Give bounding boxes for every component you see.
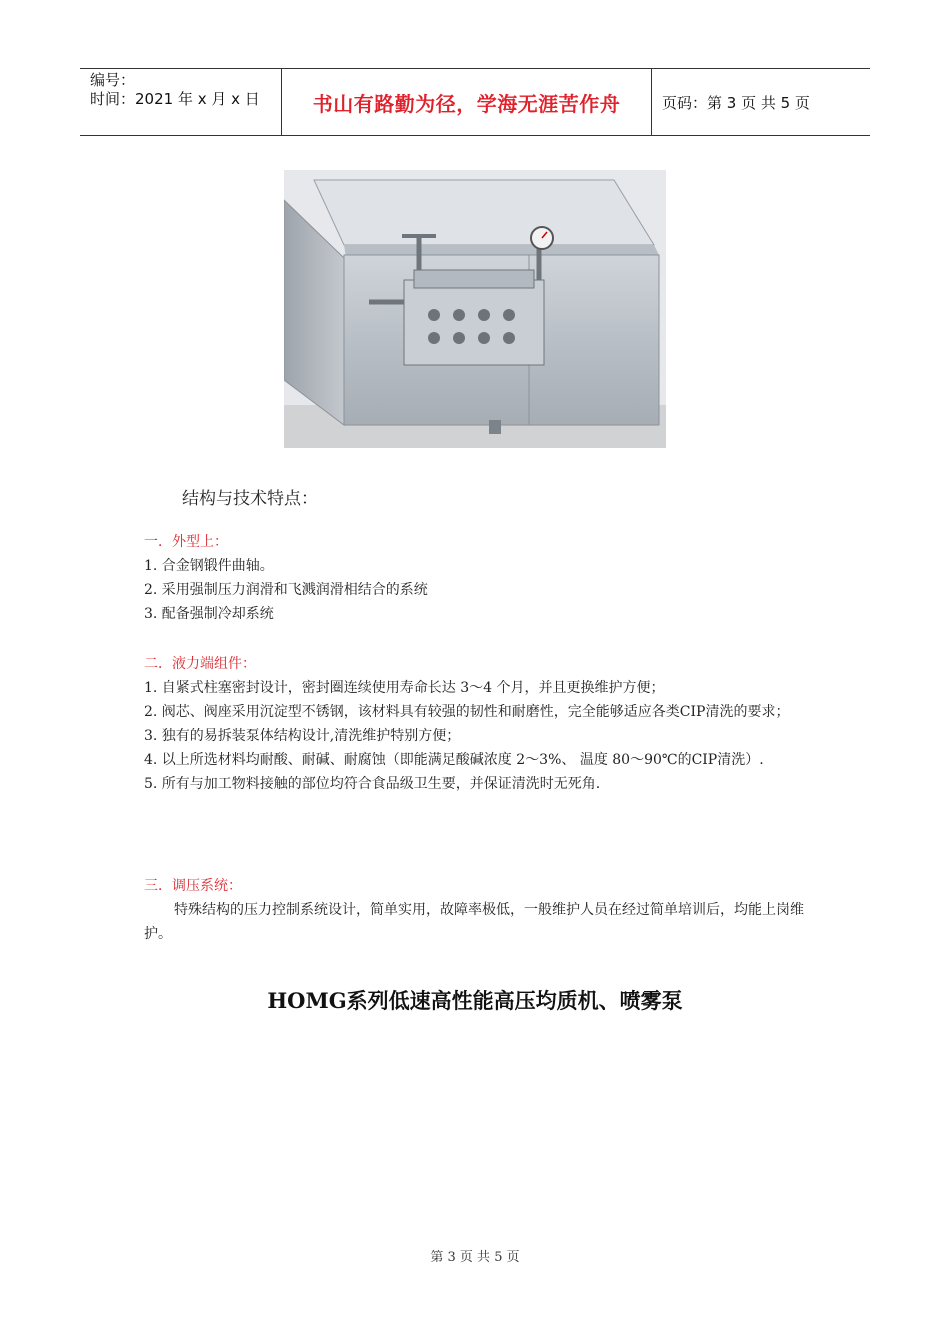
section-hydraulic-end	[144, 652, 810, 796]
date-label: 时间：2021 年 x 月 x 日	[90, 90, 260, 108]
number-label: 编号：	[90, 71, 136, 89]
list-item: 4. 以上所选材料均耐酸、耐碱、耐腐蚀（即能满足酸碱浓度 2～3%、 温度 80～90℃的CIP清洗）.	[144, 752, 764, 768]
section-body: 特殊结构的压力控制系统设计，简单实用，故障率极低，一般维护人员在经过简单培训后，均能上岗维护。	[144, 902, 804, 942]
header-page-info: 页码：第 3 页 共 5 页	[662, 93, 810, 112]
homogenizer-photo	[284, 170, 666, 448]
section-heading: 二．液力端组件：	[144, 656, 256, 672]
list-item: 1. 自紧式柱塞密封设计，密封圈连续使用寿命长达 3～4 个月，并且更换维护方便；	[144, 680, 665, 696]
page-footer: 第 3 页 共 5 页	[430, 1250, 520, 1265]
list-item: 3. 配备强制冷却系统	[144, 606, 274, 622]
list-item: 2. 采用强制压力润滑和飞溅润滑相结合的系统	[144, 582, 428, 598]
section-exterior	[144, 530, 810, 626]
section-title: 结构与技术特点：	[182, 489, 318, 509]
list-item: 1. 合金钢锻件曲轴。	[144, 558, 274, 574]
product-title: HOMG系列低速高性能高压均质机、喷雾泵	[267, 988, 683, 1013]
homogenizer-illustration	[284, 170, 666, 448]
page-header	[80, 68, 870, 136]
section-heading: 一．外型上：	[144, 534, 228, 550]
list-item: 3. 独有的易拆装泵体结构设计,清洗维护特别方便；	[144, 728, 461, 744]
list-item: 2. 阀芯、阀座采用沉淀型不锈钢，该材料具有较强的韧性和耐磨性，完全能够适应各类CIP清洗的要求；	[144, 704, 790, 720]
header-meta	[80, 69, 281, 135]
header-motto: 书山有路勤为径，学海无涯苦作舟	[281, 69, 652, 135]
section-pressure-system	[144, 874, 810, 946]
section-heading: 三．调压系统：	[144, 878, 242, 894]
list-item: 5. 所有与加工物料接触的部位均符合食品级卫生要，并保证清洗时无死角.	[144, 776, 601, 792]
